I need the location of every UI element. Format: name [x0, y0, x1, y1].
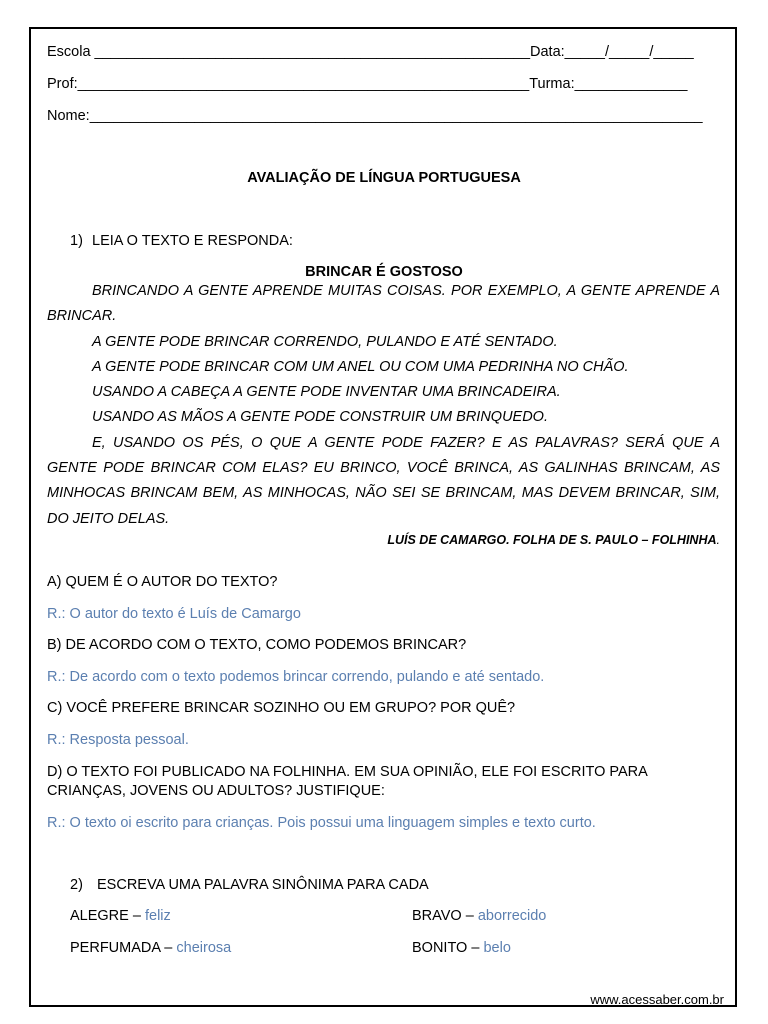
story-paragraph: USANDO AS MÃOS A GENTE PODE CONSTRUIR UM BRINQUEDO.	[92, 409, 548, 426]
story-text	[47, 279, 720, 532]
school-field[interactable]: Escola ______________________________________________________Data:_____/_____/_____	[47, 44, 694, 60]
synonym-dash: –	[471, 940, 480, 956]
synonym-pair	[412, 940, 511, 956]
synonym-word: BRAVO	[412, 908, 462, 924]
story-credit	[387, 533, 720, 547]
story-paragraph: A GENTE PODE BRINCAR CORRENDO, PULANDO E ATÉ SENTADO.	[92, 333, 558, 350]
question-2-instruction: ESCREVA UMA PALAVRA SINÔNIMA PARA CADA	[97, 877, 429, 893]
synonym-pair	[70, 940, 231, 956]
footer-url[interactable]: www.acessaber.com.br	[590, 992, 724, 1007]
synonym-pair	[412, 908, 546, 924]
synonym-word: ALEGRE	[70, 908, 129, 924]
question-d-line2: CRIANÇAS, JOVENS OU ADULTOS? JUSTIFIQUE:	[47, 783, 385, 799]
question-1-instruction: LEIA O TEXTO E RESPONDA:	[92, 233, 293, 249]
story-paragraph: E, USANDO OS PÉS, O QUE A GENTE PODE FAZER? E AS PALAVRAS? SERÁ QUE A GENTE PODE BRINCAR COM ELAS? EU BRINCO, VOCÊ BRINCA, AS GALINHAS BRINCAM, AS MINHOCAS BRINCAM BEM, AS MINHOCAS, NÃO SEI SE BRINCAM, MAS DEVEM BRINCAR, SIM, DO JEITO DELAS.	[47, 434, 720, 527]
story-paragraph: BRINCANDO A GENTE APRENDE MUITAS COISAS. POR EXEMPLO, A GENTE APRENDE A BRINCAR.	[47, 283, 720, 325]
question-2-number: 2)	[70, 877, 83, 893]
answer-c[interactable]: R.: Resposta pessoal.	[47, 732, 189, 748]
synonym-answer[interactable]: feliz	[144, 908, 171, 924]
teacher-field[interactable]: Prof:________________________________________________________Turma:______________	[47, 76, 688, 92]
question-c: C) VOCÊ PREFERE BRINCAR SOZINHO OU EM GRUPO? POR QUÊ?	[47, 700, 516, 716]
question-d-line1: D) O TEXTO FOI PUBLICADO NA FOLHINHA. EM SUA OPINIÃO, ELE FOI ESCRITO PARA	[47, 764, 648, 780]
question-1-number: 1)	[70, 233, 83, 249]
answer-d[interactable]: R.: O texto oi escrito para crianças. Pois possui uma linguagem simples e texto curto.	[47, 815, 596, 831]
answer-a[interactable]: R.: O autor do texto é Luís de Camargo	[47, 606, 301, 622]
synonym-answer[interactable]: cheirosa	[176, 940, 232, 956]
synonym-answer[interactable]: belo	[483, 940, 511, 956]
synonym-pair	[70, 908, 171, 924]
question-a: A) QUEM É O AUTOR DO TEXTO?	[47, 574, 278, 590]
synonym-dash: –	[132, 908, 141, 924]
synonym-dash: –	[465, 908, 474, 924]
story-paragraph: USANDO A CABEÇA A GENTE PODE INVENTAR UMA BRINCADEIRA.	[92, 384, 561, 401]
synonym-word: PERFUMADA	[70, 940, 161, 956]
synonym-answer[interactable]: aborrecido	[477, 908, 547, 924]
story-paragraph: A GENTE PODE BRINCAR COM UM ANEL OU COM UMA PEDRINHA NO CHÃO.	[92, 358, 629, 375]
answer-b[interactable]: R.: De acordo com o texto podemos brincar correndo, pulando e até sentado.	[47, 669, 545, 685]
credit-text: LUÍS DE CAMARGO. FOLHA DE S. PAULO – FOLHINHA	[387, 533, 717, 547]
name-field[interactable]: Nome:____________________________________________________________________________	[47, 108, 703, 124]
question-b: B) DE ACORDO COM O TEXTO, COMO PODEMOS BRINCAR?	[47, 637, 467, 653]
synonym-word: BONITO	[412, 940, 468, 956]
story-title: BRINCAR É GOSTOSO	[305, 264, 463, 280]
page-title: AVALIAÇÃO DE LÍNGUA PORTUGUESA	[247, 170, 521, 186]
credit-period: .	[716, 533, 720, 547]
synonym-dash: –	[164, 940, 173, 956]
